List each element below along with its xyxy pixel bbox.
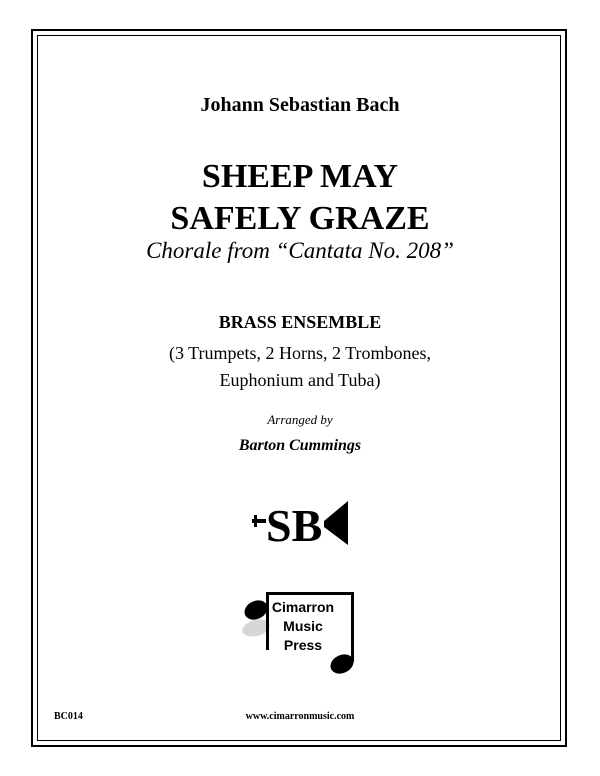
sb-letters: SB xyxy=(266,500,323,549)
title-line-1: SHEEP MAY xyxy=(201,158,399,195)
title xyxy=(0,156,600,240)
publisher-name xyxy=(258,598,348,655)
composer-name: Johann Sebastian Bach xyxy=(200,94,400,116)
arranged-by-label: Arranged by xyxy=(267,412,333,427)
catalog-code: BC014 xyxy=(54,711,83,722)
title-line-2: SAFELY GRAZE xyxy=(170,200,430,237)
publisher-line-1: Cimarron xyxy=(271,599,335,615)
publisher-line-3: Press xyxy=(283,637,323,653)
arranger-name: Barton Cummings xyxy=(238,437,362,454)
instrumentation-line-2: Euphonium and Tuba) xyxy=(219,370,381,390)
ensemble-heading: BRASS ENSEMBLE xyxy=(218,312,382,332)
instrumentation-line-1: (3 Trumpets, 2 Horns, 2 Trombones, xyxy=(168,343,432,363)
subtitle: Chorale from “Cantata No. 208” xyxy=(146,238,454,263)
sb-trumpet-logo xyxy=(252,497,352,549)
website-url: www.cimarronmusic.com xyxy=(245,711,355,722)
publisher-line-2: Music xyxy=(283,618,323,634)
instrumentation xyxy=(0,340,600,394)
